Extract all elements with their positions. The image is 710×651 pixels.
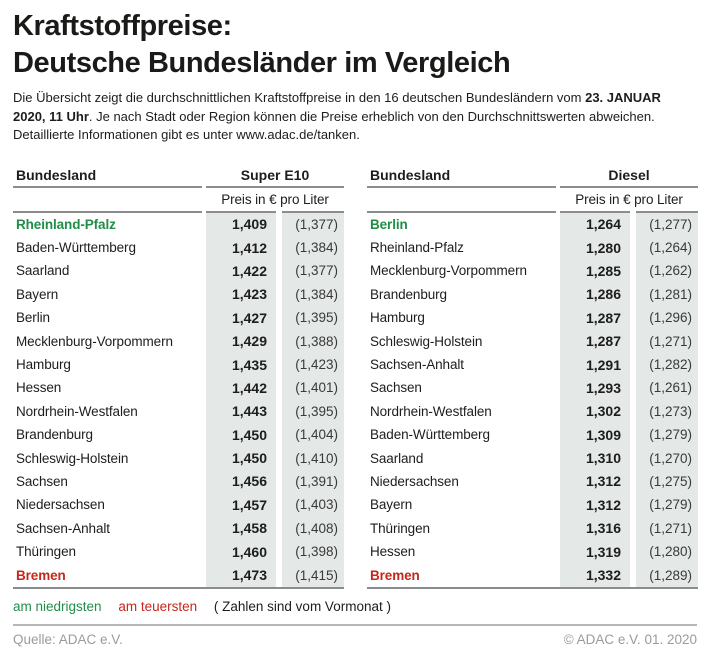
table-row xyxy=(13,306,344,329)
price-previous: (1,377) xyxy=(282,259,344,282)
table-row xyxy=(13,353,344,376)
price-current: 1,291 xyxy=(560,353,630,376)
price-current: 1,412 xyxy=(206,236,276,259)
price-previous: (1,398) xyxy=(282,540,344,563)
table-row xyxy=(367,353,698,376)
table-row xyxy=(13,517,344,540)
price-current: 1,312 xyxy=(560,493,630,516)
price-previous: (1,273) xyxy=(636,400,698,423)
price-current: 1,457 xyxy=(206,493,276,516)
table-row xyxy=(13,213,344,236)
state-name: Saarland xyxy=(16,263,70,279)
table-row xyxy=(367,259,698,282)
price-previous: (1,279) xyxy=(636,423,698,446)
price-current: 1,423 xyxy=(206,283,276,306)
header-rule xyxy=(13,186,344,188)
unit-header: Preis in € pro Liter xyxy=(575,191,683,207)
price-previous: (1,388) xyxy=(282,329,344,352)
table-row xyxy=(13,563,344,586)
state-name: Sachsen xyxy=(370,380,422,396)
state-name: Bremen xyxy=(16,567,66,583)
price-previous: (1,395) xyxy=(282,306,344,329)
price-tables xyxy=(13,162,697,589)
page-title-line1: Kraftstoffpreise: xyxy=(13,10,232,42)
price-current: 1,286 xyxy=(560,283,630,306)
table-row xyxy=(367,400,698,423)
table-row xyxy=(13,400,344,423)
price-current: 1,309 xyxy=(560,423,630,446)
price-previous: (1,280) xyxy=(636,540,698,563)
price-current: 1,460 xyxy=(206,540,276,563)
table-header-row xyxy=(13,162,344,183)
price-previous: (1,404) xyxy=(282,423,344,446)
price-previous: (1,408) xyxy=(282,517,344,540)
table-rows xyxy=(13,213,344,587)
price-previous: (1,270) xyxy=(636,446,698,469)
price-current: 1,312 xyxy=(560,470,630,493)
price-previous: (1,271) xyxy=(636,517,698,540)
price-previous: (1,275) xyxy=(636,470,698,493)
legend-highest: am teuersten xyxy=(118,598,198,614)
price-current: 1,450 xyxy=(206,446,276,469)
price-current: 1,427 xyxy=(206,306,276,329)
state-name: Mecklenburg-Vorpommern xyxy=(16,333,173,349)
state-name: Brandenburg xyxy=(16,427,93,443)
price-previous: (1,384) xyxy=(282,236,344,259)
price-previous: (1,423) xyxy=(282,353,344,376)
table-row xyxy=(367,446,698,469)
table-row xyxy=(367,423,698,446)
intro-part1: Die Übersicht zeigt die durchschnittlichen Kraftstoffpreise in den 16 deutschen Bundesländern vom xyxy=(13,90,586,105)
price-current: 1,409 xyxy=(206,213,276,236)
price-previous: (1,261) xyxy=(636,376,698,399)
price-current: 1,422 xyxy=(206,259,276,282)
intro-part2: . Je nach Stadt oder Region können die Preise erheblich von den Durchschnittswerten abweichen. Detaillierte Informationen gibt es unter www.adac.de/tanken. xyxy=(13,108,655,142)
page-title-line2: Deutsche Bundesländer im Vergleich xyxy=(13,47,511,79)
state-name: Nordrhein-Westfalen xyxy=(370,403,492,419)
intro-date: 23. JANUAR 2020, 11 Uhr xyxy=(13,90,661,124)
legend xyxy=(13,599,697,614)
legend-lowest: am niedrigsten xyxy=(13,598,102,614)
table-row xyxy=(13,329,344,352)
price-current: 1,456 xyxy=(206,470,276,493)
price-previous: (1,401) xyxy=(282,376,344,399)
state-name: Sachsen-Anhalt xyxy=(370,357,464,373)
table-row xyxy=(13,540,344,563)
price-current: 1,443 xyxy=(206,400,276,423)
price-current: 1,319 xyxy=(560,540,630,563)
header-rule xyxy=(367,186,698,188)
price-current: 1,293 xyxy=(560,376,630,399)
table-row xyxy=(367,376,698,399)
price-current: 1,429 xyxy=(206,329,276,352)
price-current: 1,280 xyxy=(560,236,630,259)
price-previous: (1,296) xyxy=(636,306,698,329)
state-name: Hessen xyxy=(370,544,416,560)
price-current: 1,458 xyxy=(206,517,276,540)
table-row xyxy=(367,213,698,236)
price-current: 1,310 xyxy=(560,446,630,469)
column-header-bundesland: Bundesland xyxy=(16,166,97,183)
price-previous: (1,281) xyxy=(636,283,698,306)
price-current: 1,316 xyxy=(560,517,630,540)
table-rows xyxy=(367,213,698,587)
price-previous: (1,410) xyxy=(282,446,344,469)
state-name: Thüringen xyxy=(16,544,76,560)
price-current: 1,287 xyxy=(560,329,630,352)
state-name: Bremen xyxy=(370,567,420,583)
table-row xyxy=(13,236,344,259)
price-current: 1,442 xyxy=(206,376,276,399)
state-name: Sachsen xyxy=(16,473,68,489)
state-name: Mecklenburg-Vorpommern xyxy=(370,263,527,279)
table-row xyxy=(367,236,698,259)
state-name: Hamburg xyxy=(370,310,425,326)
copyright: © ADAC e.V. 01. 2020 xyxy=(563,631,697,647)
state-name: Saarland xyxy=(370,450,424,466)
state-name: Bayern xyxy=(370,497,413,513)
state-name: Thüringen xyxy=(370,520,430,536)
price-previous: (1,384) xyxy=(282,283,344,306)
state-name: Schleswig-Holstein xyxy=(370,333,483,349)
price-previous: (1,391) xyxy=(282,470,344,493)
table-header-row xyxy=(367,162,698,183)
unit-header: Preis in € pro Liter xyxy=(221,191,329,207)
state-name: Baden-Württemberg xyxy=(370,427,490,443)
price-current: 1,287 xyxy=(560,306,630,329)
price-current: 1,473 xyxy=(206,563,276,586)
source-credit: Quelle: ADAC e.V. xyxy=(13,631,123,647)
state-name: Hessen xyxy=(16,380,62,396)
price-previous: (1,277) xyxy=(636,213,698,236)
table-row xyxy=(367,563,698,586)
column-header-bundesland: Bundesland xyxy=(370,166,451,183)
price-current: 1,450 xyxy=(206,423,276,446)
state-name: Bayern xyxy=(16,286,59,302)
table-row xyxy=(367,493,698,516)
state-name: Berlin xyxy=(370,216,408,232)
table-row xyxy=(367,517,698,540)
price-previous: (1,271) xyxy=(636,329,698,352)
table-bottom-rule xyxy=(13,587,344,589)
super-e10-table xyxy=(13,162,344,589)
table-row xyxy=(13,470,344,493)
price-previous: (1,279) xyxy=(636,493,698,516)
page-title xyxy=(13,8,697,82)
state-name: Sachsen-Anhalt xyxy=(16,520,110,536)
state-name: Baden-Württemberg xyxy=(16,240,136,256)
price-previous: (1,395) xyxy=(282,400,344,423)
state-name: Brandenburg xyxy=(370,286,447,302)
legend-note: ( Zahlen sind vom Vormonat ) xyxy=(213,598,391,614)
table-row xyxy=(367,283,698,306)
state-name: Rheinland-Pfalz xyxy=(370,240,464,256)
price-current: 1,435 xyxy=(206,353,276,376)
state-name: Niedersachsen xyxy=(370,473,459,489)
price-current: 1,285 xyxy=(560,259,630,282)
unit-header-row xyxy=(367,188,698,211)
column-header-fuel-super-e10: Super E10 xyxy=(240,166,310,183)
state-name: Rheinland-Pfalz xyxy=(16,216,116,232)
price-previous: (1,415) xyxy=(282,563,344,586)
unit-header-row xyxy=(13,188,344,211)
price-current: 1,332 xyxy=(560,563,630,586)
table-row xyxy=(367,470,698,493)
table-row xyxy=(13,423,344,446)
state-name: Schleswig-Holstein xyxy=(16,450,129,466)
table-row xyxy=(13,283,344,306)
price-current: 1,264 xyxy=(560,213,630,236)
state-name: Hamburg xyxy=(16,357,71,373)
table-row xyxy=(367,306,698,329)
price-previous: (1,262) xyxy=(636,259,698,282)
state-name: Berlin xyxy=(16,310,50,326)
price-previous: (1,377) xyxy=(282,213,344,236)
state-name: Nordrhein-Westfalen xyxy=(16,403,138,419)
price-previous: (1,282) xyxy=(636,353,698,376)
state-name: Niedersachsen xyxy=(16,497,105,513)
table-row xyxy=(367,329,698,352)
table-row xyxy=(13,446,344,469)
table-row xyxy=(13,376,344,399)
price-previous: (1,264) xyxy=(636,236,698,259)
price-previous: (1,289) xyxy=(636,563,698,586)
price-previous: (1,403) xyxy=(282,493,344,516)
column-header-fuel-diesel: Diesel xyxy=(608,166,650,183)
table-row xyxy=(13,493,344,516)
footer xyxy=(13,624,697,647)
price-current: 1,302 xyxy=(560,400,630,423)
table-row xyxy=(13,259,344,282)
table-bottom-rule xyxy=(367,587,698,589)
diesel-table xyxy=(367,162,698,589)
intro-text xyxy=(13,89,697,145)
table-row xyxy=(367,540,698,563)
